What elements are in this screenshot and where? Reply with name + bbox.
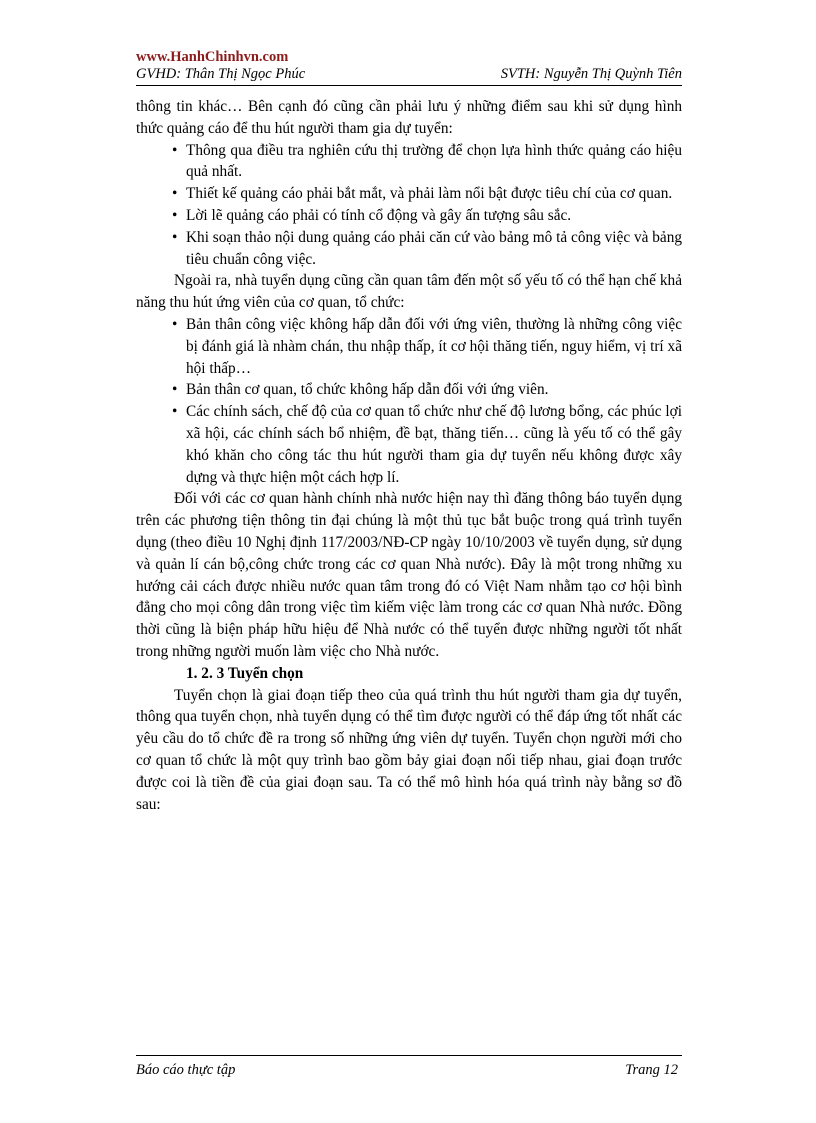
site-url[interactable]: www.HanhChinhvn.com <box>136 49 289 65</box>
list-item: • Các chính sách, chế độ của cơ quan tổ chức như chế độ lương bổng, các phúc lợi xã hội, các chính sách bổ nhiệm, đề bạt, thăng tiến… cũng là yếu tố có thể gây khó khăn cho công tác thu hút người tham gia dự tuyển nếu không được xây dựng và thực hiện một cách hợp lí. <box>172 401 682 488</box>
list-item: • Bản thân công việc không hấp dẫn đối với ứng viên, thường là những công việc bị đánh giá là nhàm chán, thu nhập thấp, ít cơ hội thăng tiến, nguy hiểm, vị trí xã hội thấp… <box>172 314 682 379</box>
paragraph-selection: Tuyển chọn là giai đoạn tiếp theo của quá trình thu hút người tham gia dự tuyển, thông qua tuyển chọn, nhà tuyển dụng có thể tìm được người có thể đáp ứng tốt nhất các yêu cầu do tổ chức đề ra trong số những ứng viên dự tuyển. Tuyển chọn người mới cho cơ quan tổ chức là một quy trình bao gồm bảy giai đoạn nối tiếp nhau, giai đoạn trước được coi là tiền đề của giai đoạn sau. Ta có thể mô hình hóa quá trình này bằng sơ đồ sau: <box>136 686 682 813</box>
header-meta <box>136 66 682 86</box>
advertising-tips-list <box>136 140 682 271</box>
list-item: • Bản thân cơ quan, tổ chức không hấp dẫn đối với ứng viên. <box>172 379 682 401</box>
page-header <box>136 49 682 86</box>
page-number: Trang 12 <box>625 1062 678 1078</box>
list-item: • Thiết kế quảng cáo phải bắt mắt, và phải làm nổi bật được tiêu chí của cơ quan. <box>172 183 682 205</box>
limiting-factors-list <box>136 314 682 488</box>
student-name: SVTH: Nguyễn Thị Quỳnh Tiên <box>500 66 682 82</box>
supervisor-name: GVHD: Thân Thị Ngọc Phúc <box>136 66 306 82</box>
footer-title: Báo cáo thực tập <box>136 1062 236 1078</box>
list-item: • Khi soạn thảo nội dung quảng cáo phải căn cứ vào bảng mô tả công việc và bảng tiêu chuẩn công việc. <box>172 227 682 271</box>
document-body <box>136 96 682 815</box>
list-item: • Thông qua điều tra nghiên cứu thị trường để chọn lựa hình thức quảng cáo hiệu quả nhất. <box>172 140 682 184</box>
page-footer <box>136 1055 682 1079</box>
paragraph-limiting-factors: Ngoài ra, nhà tuyển dụng cũng cần quan tâm đến một số yếu tố có thể hạn chế khả năng thu hút ứng viên của cơ quan, tổ chức: <box>136 272 682 312</box>
section-heading: 1. 2. 3 Tuyển chọn <box>186 664 304 682</box>
list-item: • Lời lẽ quảng cáo phải có tính cổ động và gây ấn tượng sâu sắc. <box>172 205 682 227</box>
paragraph-state-agencies: Đối với các cơ quan hành chính nhà nước hiện nay thì đăng thông báo tuyển dụng trên các phương tiện thông tin đại chúng là một thủ tục bắt buộc trong quá trình tuyển dụng (theo điều 10 Nghị định 117/2003/NĐ-CP ngày 10/10/2003 về tuyển dụng, sử dụng và quản lí cán bộ,công chức trong các cơ quan Nhà nước). Đây là một trong những xu hướng cải cách được nhiều nước quan tâm trong đó có Việt Nam nhằm tạo cơ hội bình đẳng cho mọi công dân trong việc tìm kiếm việc làm trong các cơ quan Nhà nước. Đồng thời cũng là biện pháp hữu hiệu để Nhà nước có thể tuyển được những người tốt nhất trong những người muốn làm việc cho Nhà nước. <box>136 490 682 660</box>
paragraph-intro: thông tin khác… Bên cạnh đó cũng cần phải lưu ý những điểm sau khi sử dụng hình thức quảng cáo để thu hút người tham gia dự tuyển: <box>136 98 682 137</box>
